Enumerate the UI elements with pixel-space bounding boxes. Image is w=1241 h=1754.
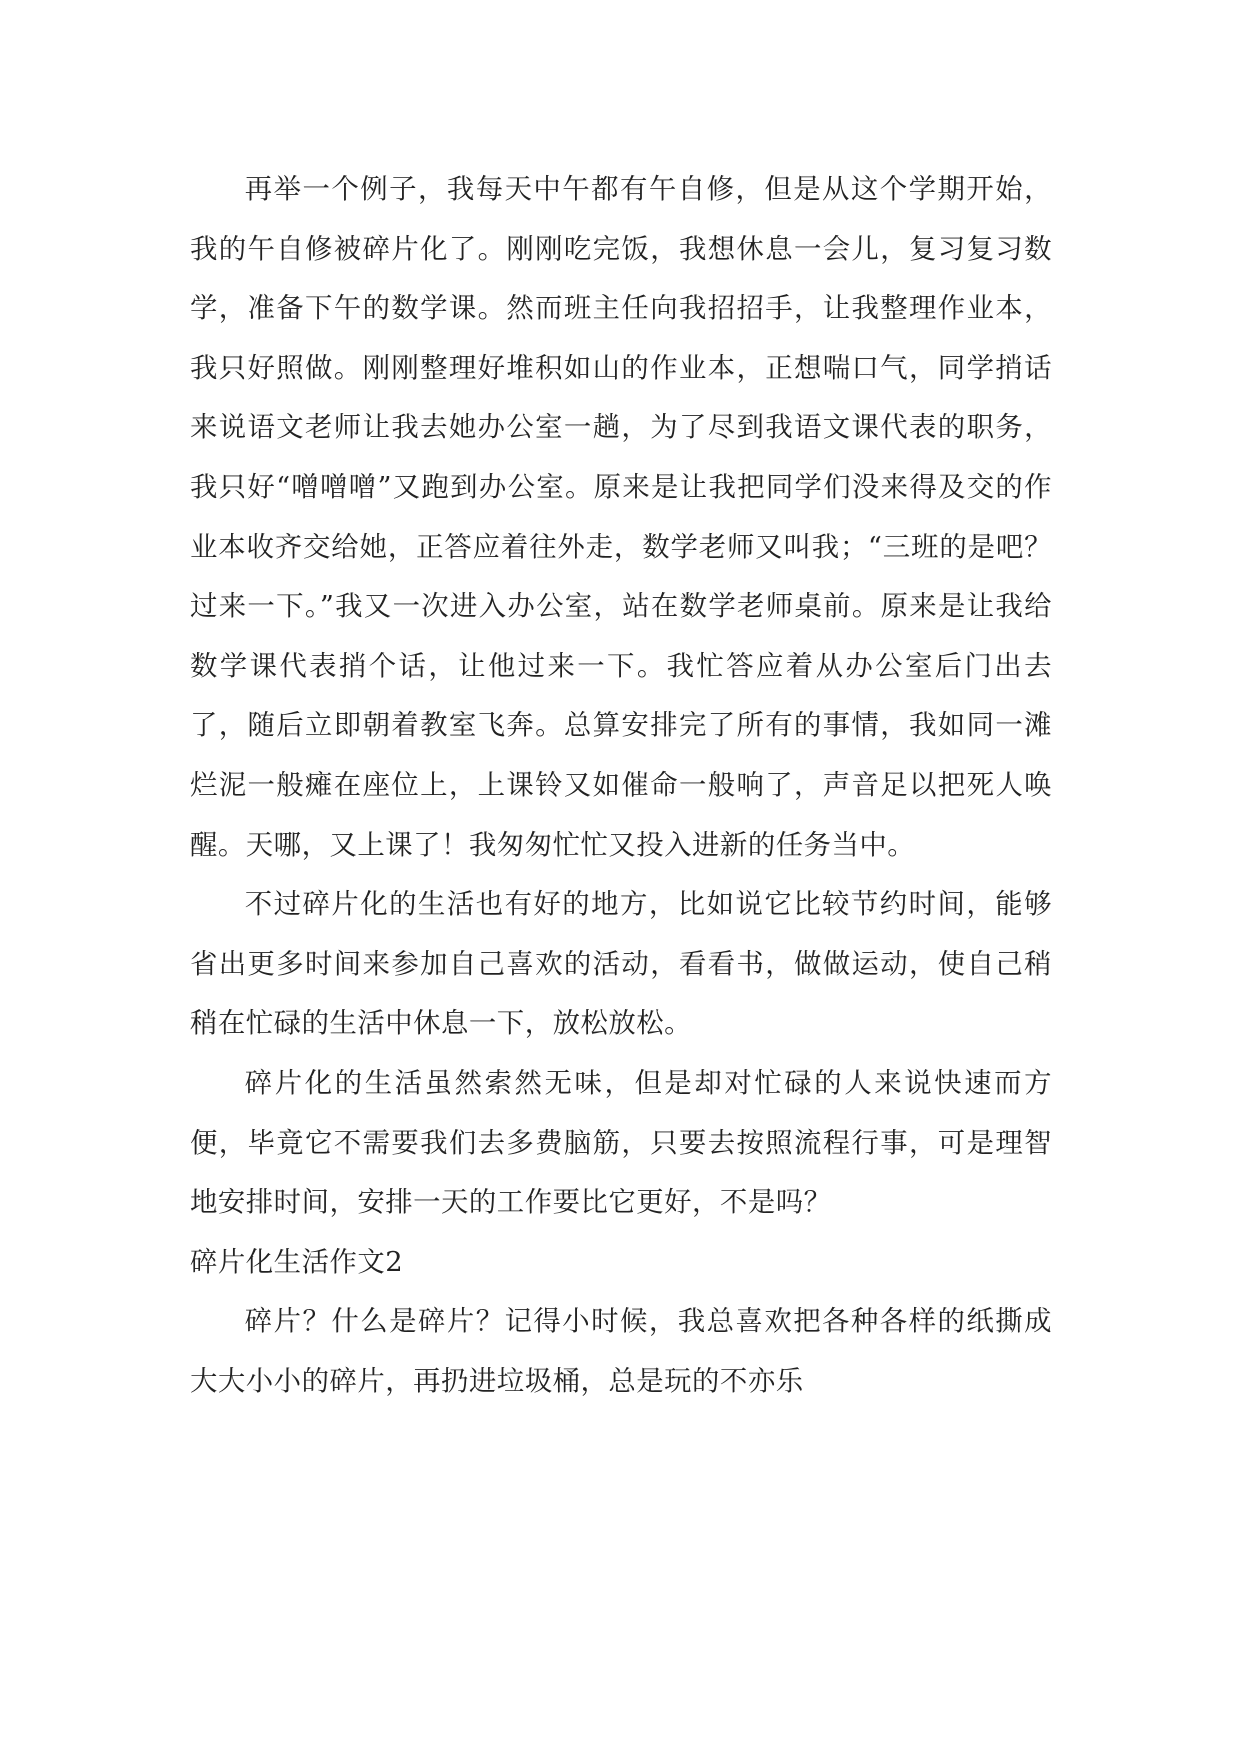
paragraph-conclusion: 碎片化的生活虽然索然无味，但是却对忙碌的人来说快速而方便，毕竟它不需要我们去多费脑筋，只要去按照流程行事，可是理智地安排时间，安排一天的工作要比它更好，不是吗？ xyxy=(190,1067,1052,1219)
paragraph-essay-2-intro: 碎片？什么是碎片？记得小时候，我总喜欢把各种各样的纸撕成大大小小的碎片，再扔进垃圾桶，总是玩的不亦乐 xyxy=(190,1306,1052,1397)
paragraph-example-noon-study: 再举一个例子，我每天中午都有午自修，但是从这个学期开始，我的午自修被碎片化了。刚刚吃完饭，我想休息一会儿，复习复习数学，准备下午的数学课。然而班主任向我招招手，让我整理作业本，我只好照做。刚刚整理好堆积如山的作业本，正想喘口气，同学捎话来说语文老师让我去她办公室一趟，为了尽到我语文课代表的职务，我只好“噌噌噌”又跑到办公室。原来是让我把同学们没来得及交的作业本收齐交给她，正答应着往外走，数学老师又叫我；“三班的是吧？过来一下。”我又一次进入办公室，站在数学老师桌前。原来是让我给数学课代表捎个话，让他过来一下。我忙答应着从办公室后门出去了，随后立即朝着教室飞奔。总算安排完了所有的事情，我如同一滩烂泥一般瘫在座位上，上课铃又如催命一般响了，声音足以把死人唤醒。天哪，又上课了！我匆匆忙忙又投入进新的任务当中。 xyxy=(190,174,1052,861)
section-title: 碎片化生活作文2 xyxy=(190,1246,404,1278)
document-body xyxy=(190,160,1052,1411)
paragraph-advantages: 不过碎片化的生活也有好的地方，比如说它比较节约时间，能够省出更多时间来参加自己喜欢的活动，看看书，做做运动，使自己稍稍在忙碌的生活中休息一下，放松放松。 xyxy=(190,889,1052,1040)
